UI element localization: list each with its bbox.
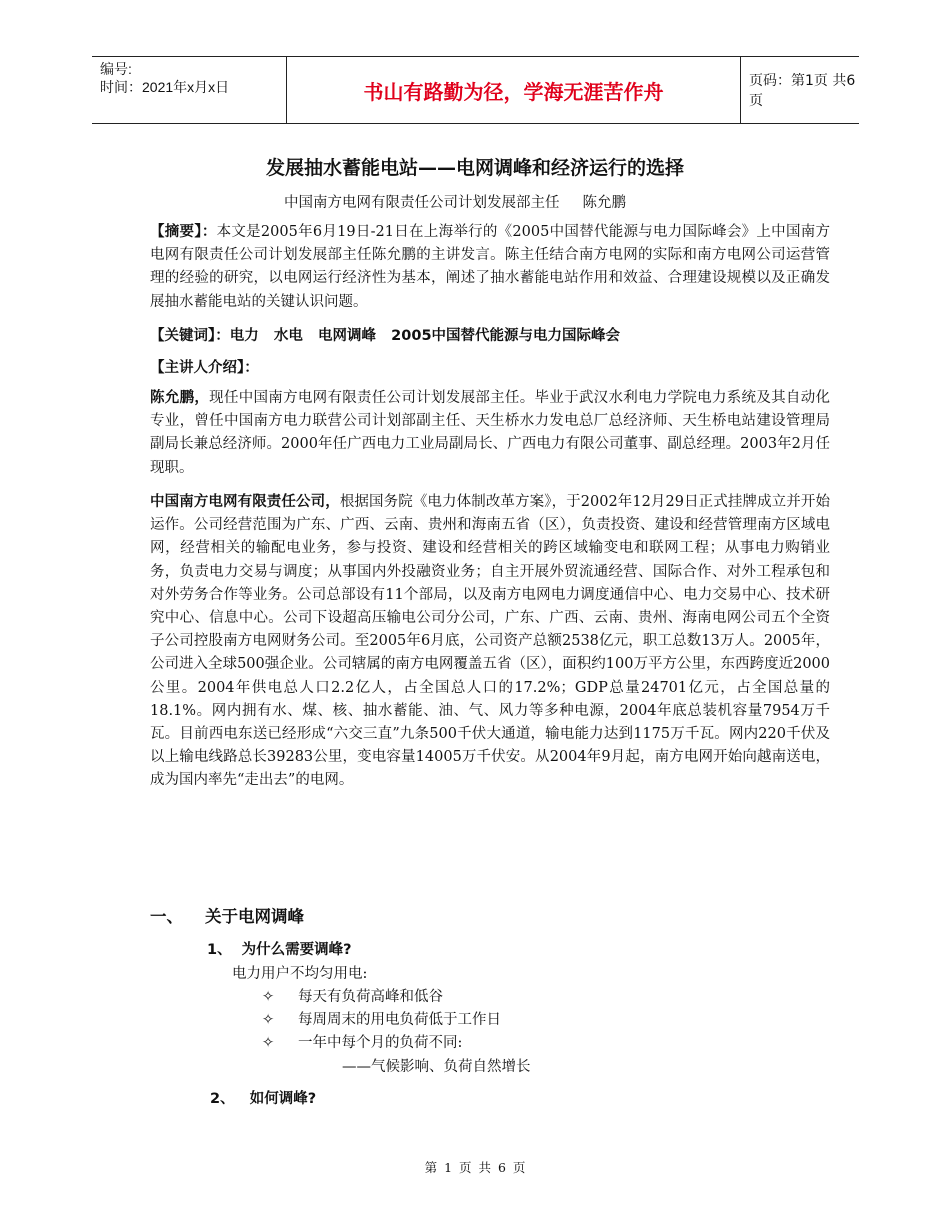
list-item [262,1008,501,1029]
author-line: 中国南方电网有限责任公司计划发展部主任 陈允鹏 [284,195,627,211]
abstract-text: 本文是2005年6月19日-21日在上海举行的《2005中国替代能源与电力国际峰会》上中国南方电网有限责任公司计划发展部主任陈允鹏的主讲发言。陈主任结合南方电网的实际和南方电网公司运营管理的经验的研究，以电网运行经济性为基本，阐述了抽水蓄能电站作用和效益、合理建设规模以及正确发展抽水蓄能电站的关键认识问题。 [150,224,830,310]
page-header [92,56,859,124]
diamond-bullet-icon: ✧ [262,1035,275,1051]
abstract-label: 【摘要】： [150,224,217,240]
section-number: 一、 [150,907,183,926]
abstract-paragraph [150,221,830,314]
speaker-name: 陈允鹏， [150,390,210,406]
list-item-text: 一年中每个月的负荷不同: [298,1035,463,1051]
list-item-text: 每周周末的用电负荷低于工作日 [298,1012,501,1028]
list-note: ——气候影响、负荷自然增长 [342,1059,531,1075]
number-label: 编号: [100,61,132,77]
section-title: 关于电网调峰 [205,907,304,926]
list-item [262,1031,462,1052]
time-label: 时间：2021年x月x日 [100,79,230,95]
speaker-intro-label: 【主讲人介绍】： [150,360,259,376]
speaker-text: 现任中国南方电网有限责任公司计划发展部主任。毕业于武汉水利电力学院电力系统及其自动化专业，曾任中国南方电力联营公司计划部副主任、天生桥水力发电总厂总经济师、天生桥电站建设管理局副局长兼总经济师。2000年任广西电力工业局副局长、广西电力有限公司董事、副总经理。2003年2月任现职。 [150,390,830,476]
list-item-text: 每天有负荷高峰和低谷 [298,989,443,1005]
diamond-bullet-icon: ✧ [262,989,275,1005]
document-title: 发展抽水蓄能电站——电网调峰和经济运行的选择 [265,157,684,179]
header-motto: 书山有路勤为径，学海无涯苦作舟 [286,57,741,123]
keywords-line: 【关键词】：电力 水电 电网调峰 2005中国替代能源与电力国际峰会 [150,328,621,344]
company-paragraph [150,491,830,793]
company-name: 中国南方电网有限责任公司， [150,494,340,510]
subsection-1-heading: 1、 为什么需要调峰? [207,942,352,958]
header-meta [92,57,286,123]
subsection-2-heading: 2、 如何调峰? [210,1091,317,1107]
page-footer: 第 1 页 共 6 页 [424,1160,526,1175]
subsection-1-intro: 电力用户不均匀用电: [232,966,368,982]
list-item [262,985,443,1006]
diamond-bullet-icon: ✧ [262,1012,275,1028]
company-text: 根据国务院《电力体制改革方案》，于2002年12月29日正式挂牌成立并开始运作。公司经营范围为广东、广西、云南、贵州和海南五省（区），负责投资、建设和经营管理南方区域电网，经营相关的输配电业务，参与投资、建设和经营相关的跨区域输变电和联网工程；从事电力购销业务，负责电力交易与调度；从事国内外投融资业务；自主开展外贸流通经营、国际合作、对外工程承包和对外劳务合作等业务。公司总部设有11个部局，以及南方电网电力调度通信中心、电力交易中心、技术研究中心、信息中心。公司下设超高压输电公司分公司，广东、广西、云南、贵州、海南电网公司五个全资子公司控股南方电网财务公司。至2005年6月底，公司资产总额2538亿元，职工总数13万人。2005年，公司进入全球500强企业。公司辖属的南方电网覆盖五省（区），面积约100万平方公里，东西跨度近2000公里。2004年供电总人口2.2亿人，占全国总人口的17.2%；GDP总量24701亿元，占全国总量的18.1%。网内拥有水、煤、核、抽水蓄能、油、气、风力等多种电源，2004年底总装机容量7954万千瓦。目前西电东送已经形成“六交三直”九条500千伏大通道，输电能力达到1175万千瓦。网内220千伏及以上输电线路总长39283公里，变电容量14005万千伏安。从2004年9月起，南方电网开始向越南送电，成为国内率先“走出去”的电网。 [150,494,830,789]
header-page-info: 页码：第1页 共6页 [749,73,856,109]
speaker-paragraph [150,387,830,480]
